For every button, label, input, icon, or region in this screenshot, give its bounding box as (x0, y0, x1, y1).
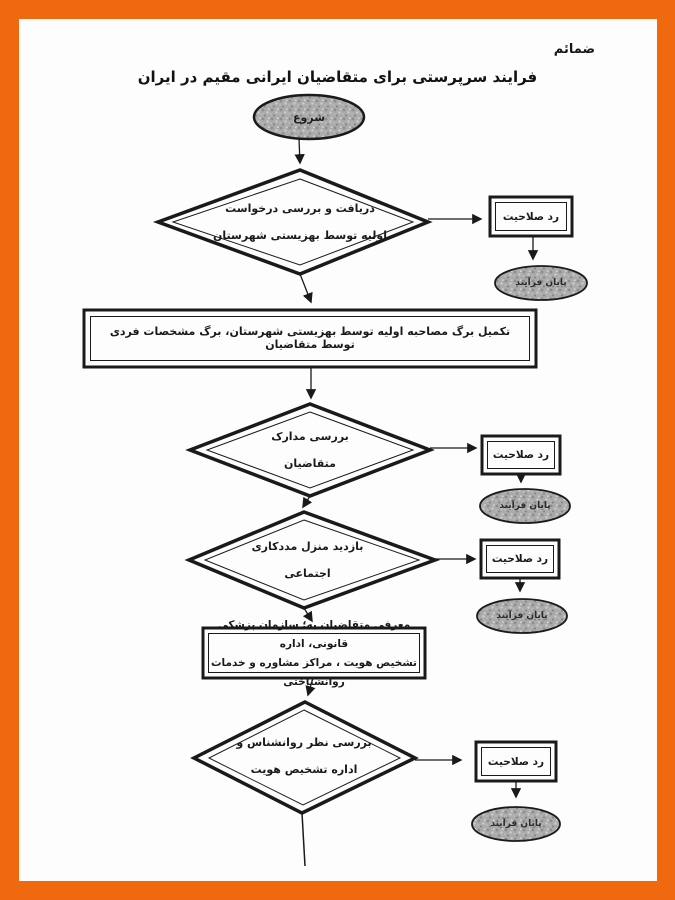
decision4-label (214, 728, 394, 784)
page-title: فرایند سرپرستی برای متقاضیان ایرانی مقیم در ایران (137, 68, 538, 86)
decision4-line2: اداره تشخیص هویت (250, 763, 358, 776)
connector-decision4-continuation (302, 813, 305, 866)
reject4-label: رد صلاحیت (487, 755, 545, 768)
decision3-line2: اجتماعی (284, 567, 331, 580)
end3-label: پایان فرآیند (496, 611, 548, 621)
corner-label: ضمائم (553, 42, 595, 57)
decision1-line1: دریافت و بررسی درخواست (225, 202, 375, 215)
end4-label: پایان فرآیند (490, 819, 542, 829)
decision3-label (220, 532, 395, 588)
end2-label: پایان فرآیند (499, 501, 551, 511)
connector-decision2-to-decision3 (303, 496, 310, 507)
process1-label: تکمیل برگ مصاحبه اولیه توسط بهزیستی شهرستان، برگ مشخصات فردی توسط متقاضیان (109, 325, 511, 351)
decision4-line1: بررسی نظر روانشناس و (236, 736, 372, 749)
reject2-label: رد صلاحیت (492, 449, 550, 461)
start-label: شروع (293, 110, 326, 124)
decision1-line2: اولیه توسط بهزیستی شهرستان (213, 229, 387, 242)
reject1-label: رد صلاحیت (502, 210, 560, 223)
decision3-line1: بازدید منزل مددکاری (251, 540, 364, 553)
decision2-label (225, 422, 395, 478)
reject3-label: رد صلاحیت (491, 553, 549, 565)
decision2-line2: متقاضیان (284, 457, 336, 470)
decision1-label (205, 193, 395, 251)
process2-label (209, 619, 419, 688)
decision2-line1: بررسی مدارک (271, 430, 349, 443)
process2-line1: معرفی متقاضیان به؛ سازمان پزشکی قانونی، اداره (217, 619, 411, 650)
connector-start-to-decision1 (299, 139, 300, 163)
end1-label: پایان فرآیند (515, 278, 567, 288)
connector-decision1-to-process1 (300, 274, 311, 302)
process2-line2: تشخیص هویت ، مراکز مشاوره و خدمات روانشناختی (211, 657, 417, 688)
